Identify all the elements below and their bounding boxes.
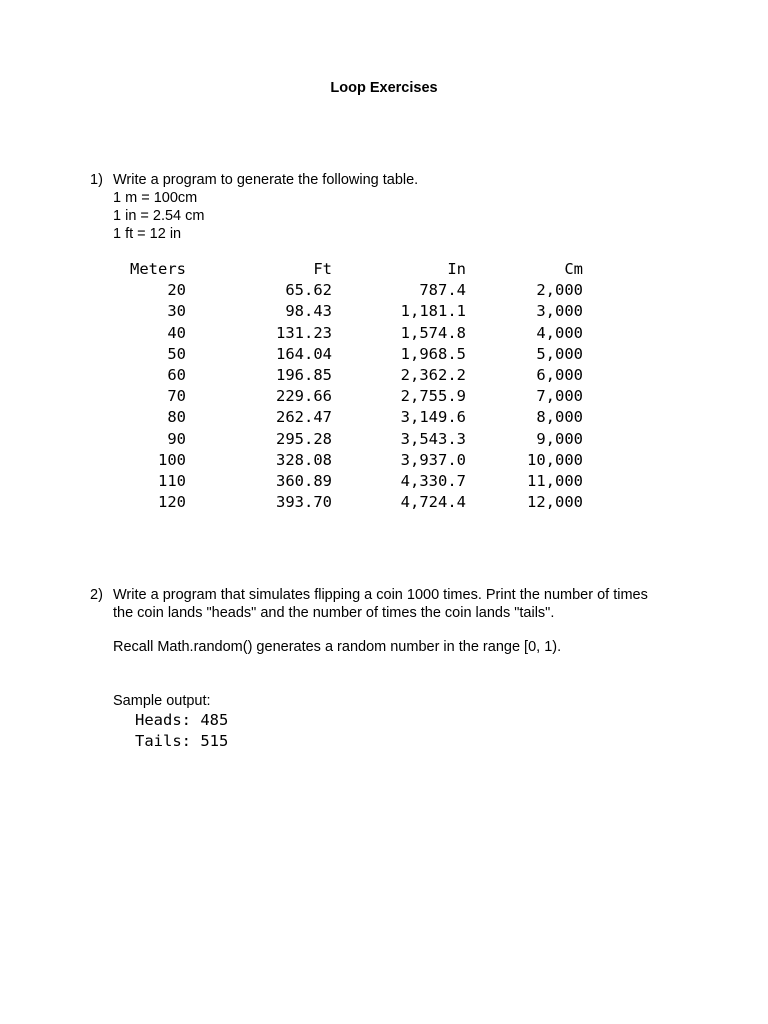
- table-body: [100, 280, 583, 513]
- cell-meters: 20: [167, 281, 186, 300]
- cell-cm: 6,000: [536, 366, 583, 385]
- table-row: [100, 344, 583, 365]
- cell-ft: 98.43: [285, 302, 332, 321]
- conversion-table: [100, 259, 583, 513]
- cell-ft: 196.85: [276, 366, 332, 385]
- question-2-prompt-line-1: Write a program that simulates flipping a coin 1000 times. Print the number of times: [113, 587, 648, 603]
- cell-meters: 60: [167, 366, 186, 385]
- cell-meters: 40: [167, 323, 186, 342]
- cell-in: 3,937.0: [400, 450, 466, 469]
- conversion-in-cm: 1 in = 2.54 cm: [113, 208, 205, 224]
- table-row: [100, 280, 583, 301]
- cell-in: 787.4: [419, 281, 466, 300]
- cell-in: 3,543.3: [400, 429, 466, 448]
- table-row: [100, 386, 583, 407]
- cell-cm: 2,000: [536, 281, 583, 300]
- cell-ft: 131.23: [276, 323, 332, 342]
- cell-meters: 80: [167, 408, 186, 427]
- table-row: [100, 471, 583, 492]
- question-2-number: 2): [90, 587, 103, 603]
- recall-note: Recall Math.random() generates a random number in the range [0, 1).: [113, 639, 562, 655]
- column-header-in: In: [447, 260, 466, 278]
- sample-output-label: Sample output:: [113, 693, 211, 709]
- cell-ft: 164.04: [276, 344, 332, 363]
- question-1-text: [113, 171, 418, 243]
- table-row: [100, 407, 583, 428]
- table-row: [100, 450, 583, 471]
- question-2-prompt-line-2: the coin lands "heads" and the number of times the coin lands "tails".: [113, 605, 555, 621]
- question-2-text: [113, 586, 648, 622]
- column-header-meters: Meters: [130, 260, 186, 278]
- table-row: [100, 492, 583, 513]
- cell-cm: 5,000: [536, 344, 583, 363]
- cell-in: 1,181.1: [400, 302, 466, 321]
- cell-ft: 360.89: [276, 472, 332, 491]
- cell-in: 4,724.4: [400, 493, 466, 512]
- table-header-row: [100, 259, 583, 280]
- cell-ft: 295.28: [276, 429, 332, 448]
- cell-in: 1,574.8: [400, 323, 466, 342]
- page-title: Loop Exercises: [330, 80, 438, 96]
- cell-cm: 8,000: [536, 408, 583, 427]
- cell-meters: 70: [167, 387, 186, 406]
- table-row: [100, 301, 583, 322]
- sample-output: [135, 710, 228, 752]
- sample-output-tails: Tails: 515: [135, 732, 229, 750]
- cell-meters: 110: [158, 472, 186, 491]
- cell-ft: 393.70: [276, 493, 332, 512]
- column-header-ft: Ft: [313, 260, 332, 278]
- cell-meters: 120: [158, 493, 186, 512]
- cell-cm: 12,000: [527, 493, 583, 512]
- cell-in: 3,149.6: [400, 408, 466, 427]
- cell-in: 2,755.9: [400, 387, 466, 406]
- table-row: [100, 429, 583, 450]
- column-header-cm: Cm: [564, 260, 583, 278]
- conversion-ft-in: 1 ft = 12 in: [113, 226, 182, 242]
- question-1-number: 1): [90, 172, 103, 188]
- cell-meters: 50: [167, 344, 186, 363]
- cell-cm: 10,000: [527, 450, 583, 469]
- cell-meters: 30: [167, 302, 186, 321]
- cell-cm: 7,000: [536, 387, 583, 406]
- cell-in: 1,968.5: [400, 344, 466, 363]
- cell-ft: 65.62: [285, 281, 332, 300]
- cell-ft: 229.66: [276, 387, 332, 406]
- table-row: [100, 365, 583, 386]
- cell-meters: 90: [167, 429, 186, 448]
- cell-in: 2,362.2: [400, 366, 466, 385]
- question-1-prompt: Write a program to generate the following table.: [113, 172, 419, 188]
- cell-cm: 3,000: [536, 302, 583, 321]
- table-row: [100, 323, 583, 344]
- conversion-m-cm: 1 m = 100cm: [113, 190, 198, 206]
- cell-meters: 100: [158, 450, 186, 469]
- cell-cm: 4,000: [536, 323, 583, 342]
- cell-cm: 9,000: [536, 429, 583, 448]
- cell-cm: 11,000: [527, 472, 583, 491]
- cell-ft: 262.47: [276, 408, 332, 427]
- sample-output-heads: Heads: 485: [135, 711, 229, 729]
- cell-in: 4,330.7: [400, 472, 466, 491]
- cell-ft: 328.08: [276, 450, 332, 469]
